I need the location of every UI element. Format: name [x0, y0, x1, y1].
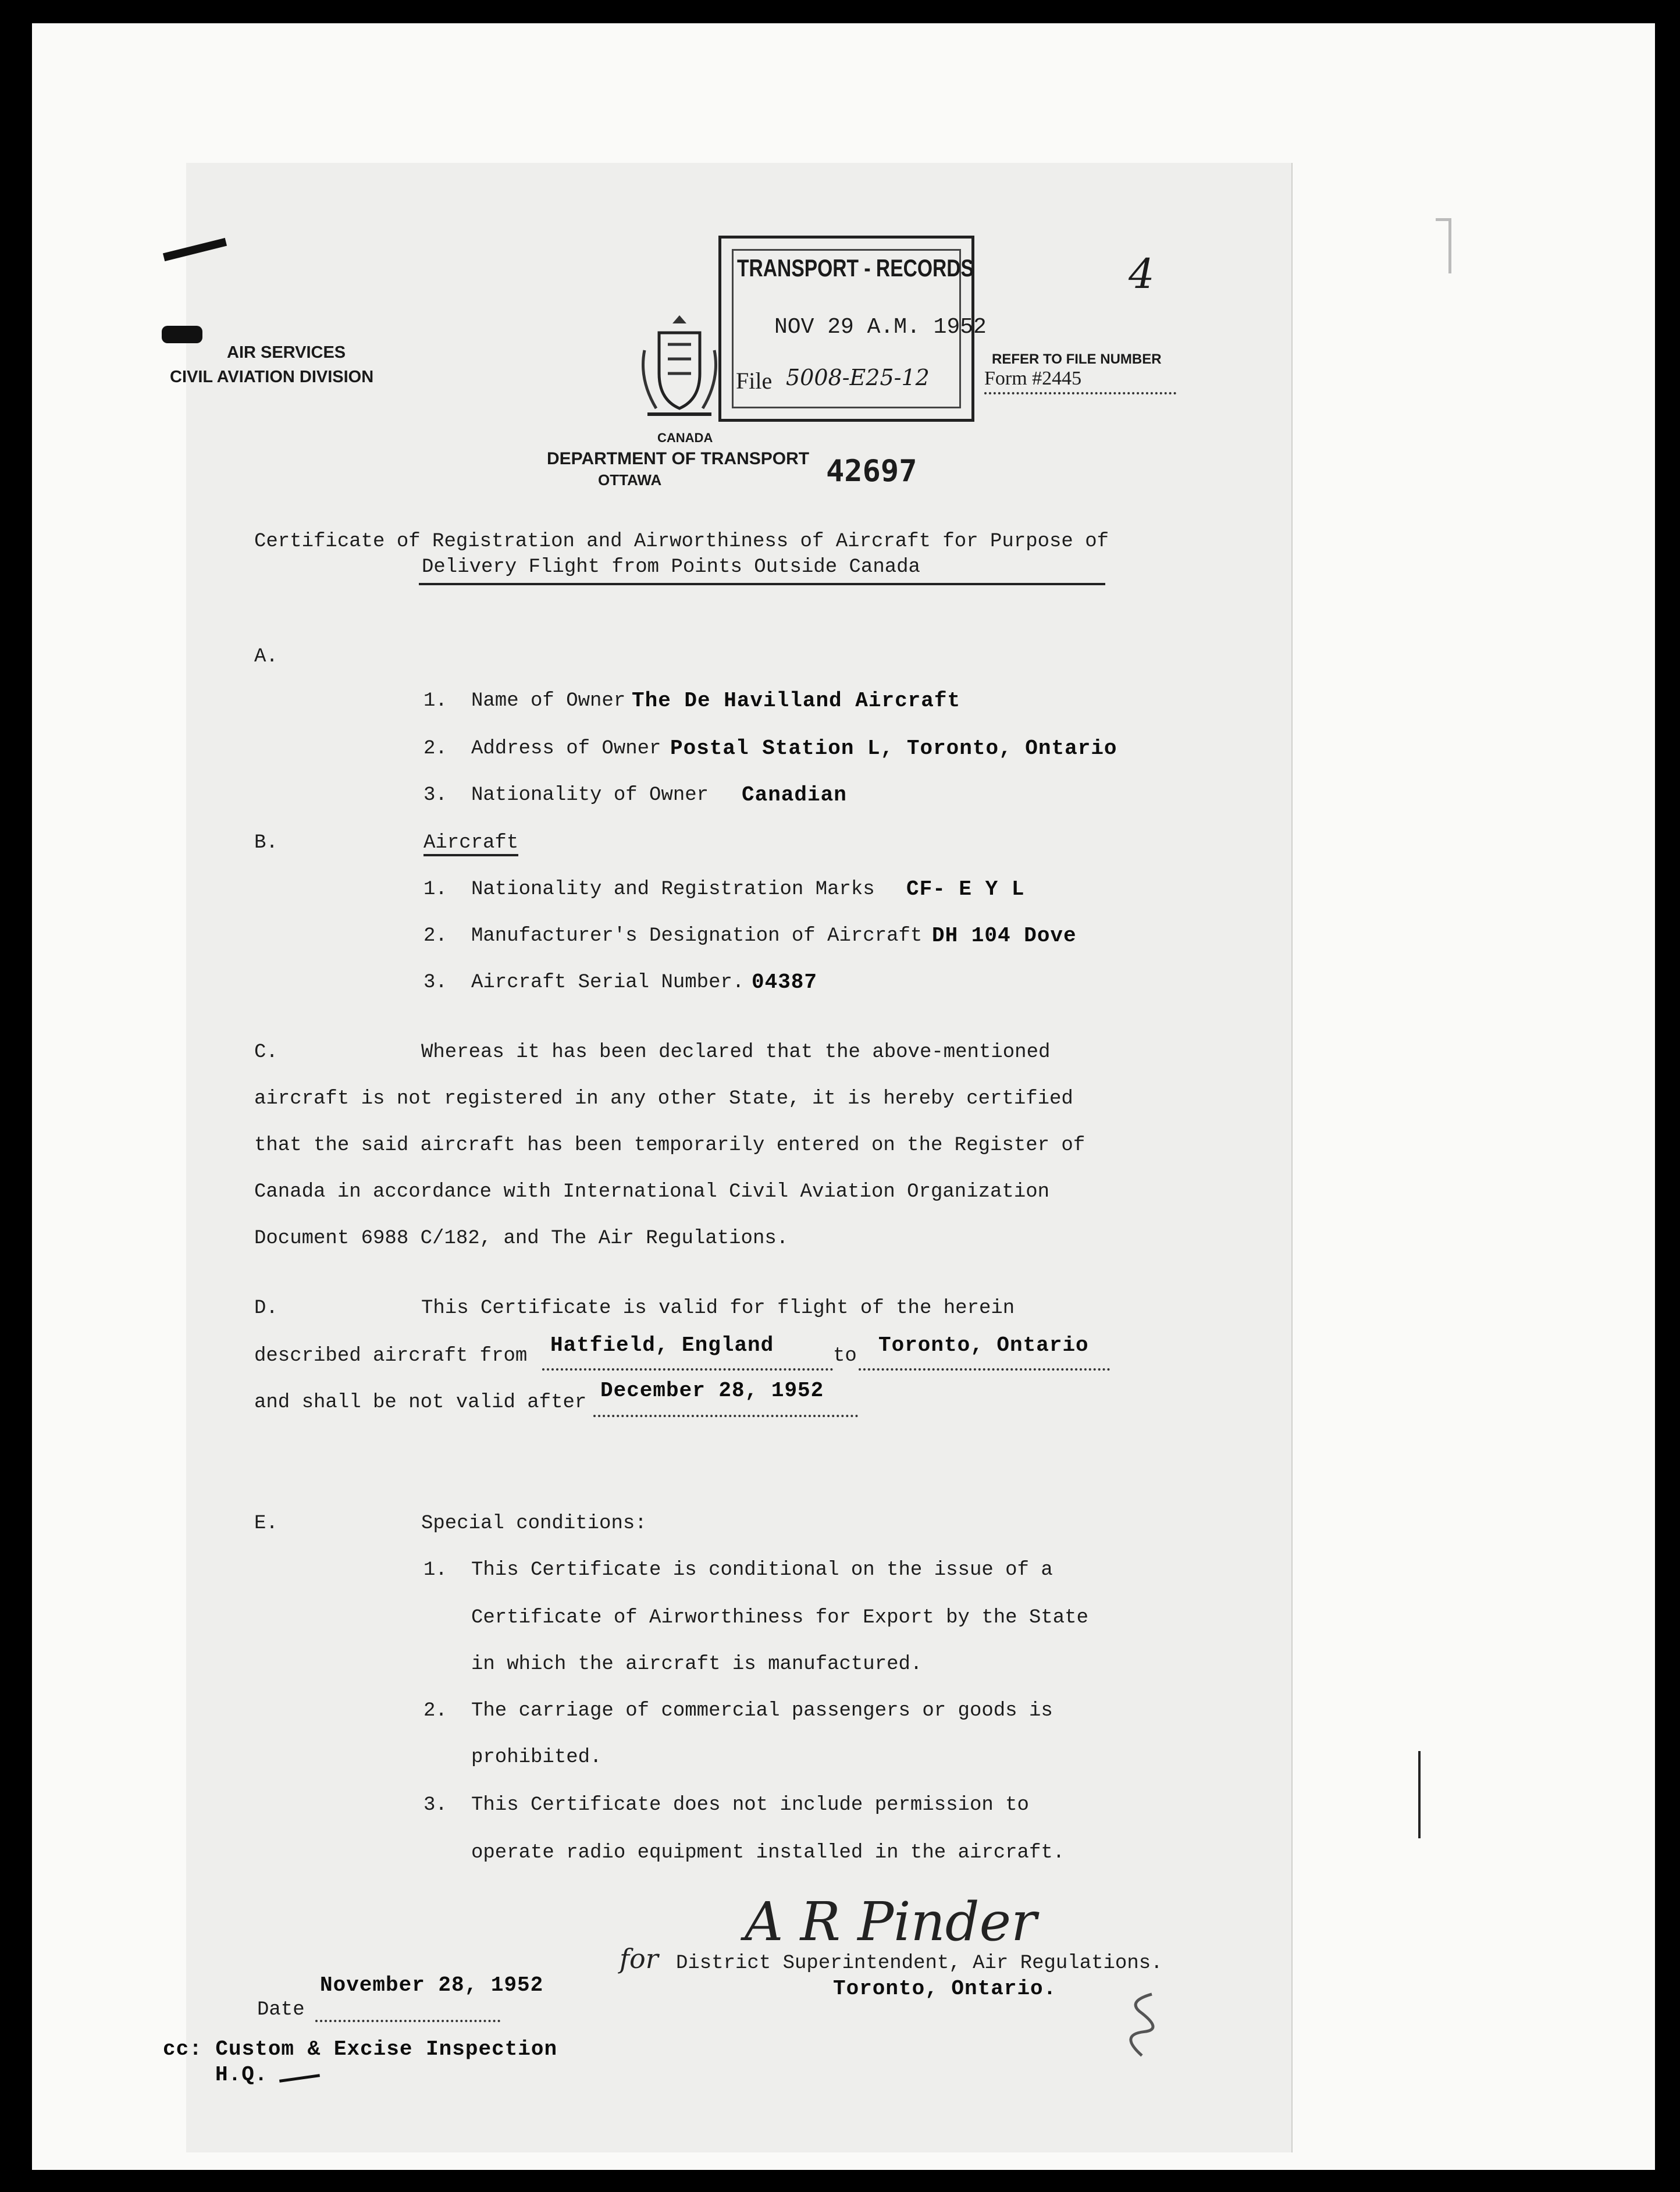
owner-nationality-value: Canadian	[742, 783, 847, 807]
owner-address-number: 2.	[423, 738, 447, 760]
signatory-title: District Superintendent, Air Regulations.	[676, 1952, 1163, 1974]
form-number: Form #2445	[984, 368, 1176, 394]
section-e-letter: E.	[254, 1513, 278, 1535]
country-label: CANADA	[657, 430, 713, 445]
condition-2-number: 2.	[423, 1700, 447, 1722]
registration-marks-number: 1.	[423, 878, 447, 901]
manufacturer-designation-number: 2.	[423, 925, 447, 947]
manufacturer-designation-value: DH 104 Dove	[932, 924, 1077, 948]
condition-3-number: 3.	[423, 1794, 447, 1816]
owner-nationality-number: 3.	[423, 784, 447, 806]
stamp-title: TRANSPORT - RECORDS	[737, 254, 974, 282]
condition-1-line-2: Certificate of Airworthiness for Export by the State	[471, 1607, 1088, 1629]
condition-1-line-3: in which the aircraft is manufactured.	[471, 1653, 923, 1675]
condition-1-line-1: This Certificate is conditional on the issue of a	[471, 1559, 1053, 1581]
special-conditions-heading: Special conditions:	[421, 1513, 647, 1535]
to-dotted-line	[859, 1368, 1110, 1371]
division-line-2: CIVIL AVIATION DIVISION	[170, 368, 374, 386]
page-mark: 4	[1129, 250, 1155, 298]
from-value: Hatfield, England	[550, 1333, 774, 1357]
document-number: 42697	[826, 454, 917, 489]
owner-name-number: 1.	[423, 690, 447, 712]
serial-number-value: 04387	[752, 970, 818, 994]
section-d-letter: D.	[254, 1297, 278, 1319]
department-label: DEPARTMENT OF TRANSPORT	[547, 449, 810, 468]
from-dotted-line	[542, 1368, 833, 1371]
section-c-line-5: Document 6988 C/182, and The Air Regulations.	[254, 1227, 789, 1250]
division-line-1: AIR SERVICES	[227, 343, 346, 362]
initials-scribble	[1108, 1981, 1176, 2062]
handwritten-initials	[1108, 1981, 1184, 2065]
margin-rule	[1418, 1751, 1421, 1838]
margin-bracket	[1436, 218, 1451, 273]
title-line-2: Delivery Flight from Points Outside Canada	[422, 556, 920, 578]
section-c-letter: C.	[254, 1041, 278, 1063]
document-sheet	[163, 163, 1291, 2152]
condition-3-line-1: This Certificate does not include permission to	[471, 1794, 1029, 1816]
stamp-file-number: 5008-E25-12	[786, 365, 930, 390]
condition-2-line-1: The carriage of commercial passengers or goods is	[471, 1700, 1053, 1722]
owner-address-value: Postal Station L, Toronto, Ontario	[670, 736, 1117, 760]
to-value: Toronto, Ontario	[878, 1333, 1089, 1357]
valid-after-label: and shall be not valid after	[254, 1392, 587, 1414]
owner-name-label: Name of Owner	[471, 690, 626, 712]
coat-of-arms-icon	[633, 309, 726, 426]
from-label: described aircraft from	[254, 1345, 528, 1367]
signature: A R Pinder	[745, 1891, 1037, 1953]
pen-stroke	[279, 2074, 320, 2083]
cc-line-2: H.Q.	[215, 2063, 268, 2087]
serial-number-number: 3.	[423, 972, 447, 994]
registration-marks-value: CF- E Y L	[906, 877, 1025, 901]
signature-prefix: for	[620, 1943, 659, 1974]
refer-to-file-label: REFER TO FILE NUMBER	[992, 351, 1162, 367]
owner-address-label: Address of Owner	[471, 738, 661, 760]
stamp-date: NOV 29 A.M. 1952	[774, 315, 987, 340]
condition-2-line-2: prohibited.	[471, 1746, 602, 1768]
section-c-line-1: Whereas it has been declared that the above-mentioned	[421, 1041, 1051, 1063]
valid-after-value: December 28, 1952	[600, 1379, 824, 1403]
condition-1-number: 1.	[423, 1559, 447, 1581]
condition-3-line-2: operate radio equipment installed in the aircraft.	[471, 1842, 1065, 1864]
section-a-letter: A.	[254, 646, 278, 668]
to-label: to	[833, 1345, 857, 1367]
transport-records-stamp	[718, 236, 987, 422]
title-line-1: Certificate of Registration and Airworthiness of Aircraft for Purpose of	[254, 531, 1109, 553]
issue-date-label: Date	[257, 1999, 305, 2021]
owner-name-value: The De Havilland Aircraft	[632, 689, 961, 713]
title-underline	[419, 583, 1105, 585]
serial-number-label: Aircraft Serial Number.	[471, 972, 745, 994]
ink-blot	[162, 326, 202, 343]
section-b-letter: B.	[254, 832, 278, 854]
issue-date-dotted-line	[315, 2020, 500, 2022]
signatory-location: Toronto, Ontario.	[833, 1977, 1057, 2001]
aircraft-heading: Aircraft	[423, 832, 518, 856]
owner-nationality-label: Nationality of Owner	[471, 784, 709, 806]
city-label: OTTAWA	[598, 471, 662, 489]
issue-date-value: November 28, 1952	[320, 1973, 544, 1997]
cc-line-1: cc: Custom & Excise Inspection	[163, 2037, 558, 2061]
section-d-line-1: This Certificate is valid for flight of the herein	[421, 1297, 1015, 1319]
registration-marks-label: Nationality and Registration Marks	[471, 878, 875, 901]
manufacturer-designation-label: Manufacturer's Designation of Aircraft	[471, 925, 923, 947]
valid-after-dotted-line	[593, 1415, 858, 1417]
section-c-line-4: Canada in accordance with International Civil Aviation Organization	[254, 1181, 1050, 1203]
section-c-line-2: aircraft is not registered in any other State, it is hereby certified	[254, 1088, 1073, 1110]
stamp-file-label: File	[736, 368, 773, 394]
section-c-line-3: that the said aircraft has been temporarily entered on the Register of	[254, 1134, 1085, 1157]
